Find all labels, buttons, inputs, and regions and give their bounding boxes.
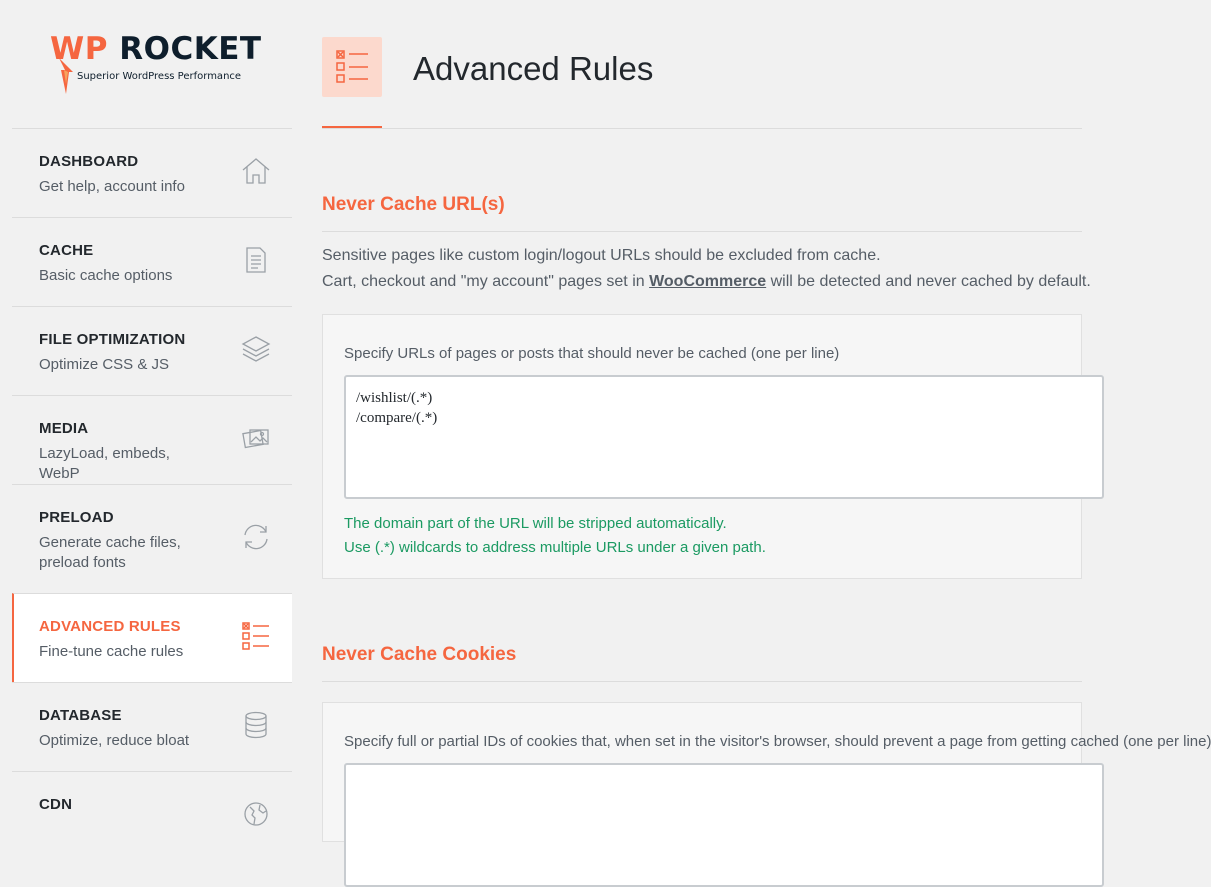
- home-icon: [240, 155, 272, 187]
- sidebar: [0, 0, 292, 825]
- document-icon: [240, 244, 272, 276]
- section-divider: [322, 681, 1082, 682]
- sidebar-item-media[interactable]: [12, 395, 292, 484]
- sidebar-item-subtitle: Optimize, reduce bloat: [39, 732, 190, 749]
- sidebar-item-title: FILE OPTIMIZATION: [39, 331, 186, 348]
- checklist-icon: [240, 620, 272, 652]
- database-icon: [240, 709, 272, 741]
- field-hint: The domain part of the URL will be stripped automatically.: [344, 515, 727, 532]
- sidebar-item-subtitle: Basic cache options: [39, 267, 173, 284]
- checklist-icon: [322, 37, 382, 97]
- sidebar-item-subtitle: Generate cache files, preload fonts: [39, 534, 181, 571]
- sidebar-item-file-optimization[interactable]: [12, 306, 292, 395]
- never-cache-urls-field: [322, 314, 1082, 579]
- sidebar-item-title: MEDIA: [39, 420, 89, 437]
- images-icon: [240, 422, 272, 454]
- sidebar-item-cdn[interactable]: [12, 771, 292, 860]
- sidebar-item-cache[interactable]: [12, 217, 292, 306]
- sidebar-item-subtitle: LazyLoad, embeds, WebP: [39, 445, 170, 482]
- sidebar-item-title: DATABASE: [39, 707, 122, 724]
- sidebar-item-title: PRELOAD: [39, 509, 114, 526]
- section-title-never-cache-urls: Never Cache URL(s): [322, 194, 505, 215]
- wp-rocket-logo[interactable]: [0, 0, 292, 128]
- sidebar-item-advanced-rules[interactable]: [12, 593, 292, 682]
- header-active-underline: [322, 126, 382, 128]
- section-description: [322, 243, 1091, 295]
- description-line: Sensitive pages like custom login/logout URLs should be excluded from cache.: [322, 247, 881, 264]
- logo-tagline: Superior WordPress Performance: [77, 71, 242, 82]
- page-title: Advanced Rules: [413, 50, 654, 87]
- sidebar-item-preload[interactable]: [12, 484, 292, 593]
- woocommerce-link[interactable]: WooCommerce: [649, 273, 767, 290]
- main-content: [292, 0, 1211, 825]
- page-header: [322, 0, 1082, 129]
- refresh-icon: [240, 521, 272, 553]
- sidebar-item-title: CDN: [39, 796, 73, 813]
- sidebar-item-subtitle: Get help, account info: [39, 178, 185, 195]
- field-label: Specify URLs of pages or posts that should never be cached (one per line): [344, 345, 840, 362]
- sidebar-item-subtitle: Fine-tune cache rules: [39, 643, 184, 660]
- layers-icon: [240, 333, 272, 365]
- sidebar-item-subtitle: Optimize CSS & JS: [39, 356, 170, 373]
- sidebar-item-dashboard[interactable]: [12, 128, 292, 217]
- section-title-never-cache-cookies: Never Cache Cookies: [322, 644, 517, 665]
- description-line: Cart, checkout and "my account" pages set in WooCommerce will be detected and never cached by default.: [322, 273, 1091, 290]
- never-cache-urls-textarea[interactable]: /wishlist/(.*) /compare/(.*): [344, 375, 1104, 499]
- sidebar-item-title: ADVANCED RULES: [39, 618, 181, 635]
- sidebar-item-database[interactable]: [12, 682, 292, 771]
- never-cache-cookies-field: [322, 702, 1211, 842]
- sidebar-nav: [12, 128, 292, 860]
- never-cache-cookies-textarea[interactable]: [344, 763, 1104, 887]
- field-label: Specify full or partial IDs of cookies that, when set in the visitor's browser, should prevent a page from getting cached (one per line): [344, 733, 1211, 750]
- section-divider: [322, 231, 1082, 232]
- globe-icon: [240, 798, 272, 830]
- field-hint: Use (.*) wildcards to address multiple URLs under a given path.: [344, 539, 766, 556]
- header-icon-box: [322, 37, 382, 97]
- sidebar-item-title: CACHE: [39, 242, 94, 259]
- logo-wordmark: WP ROCKET: [50, 31, 262, 67]
- sidebar-item-title: DASHBOARD: [39, 153, 139, 170]
